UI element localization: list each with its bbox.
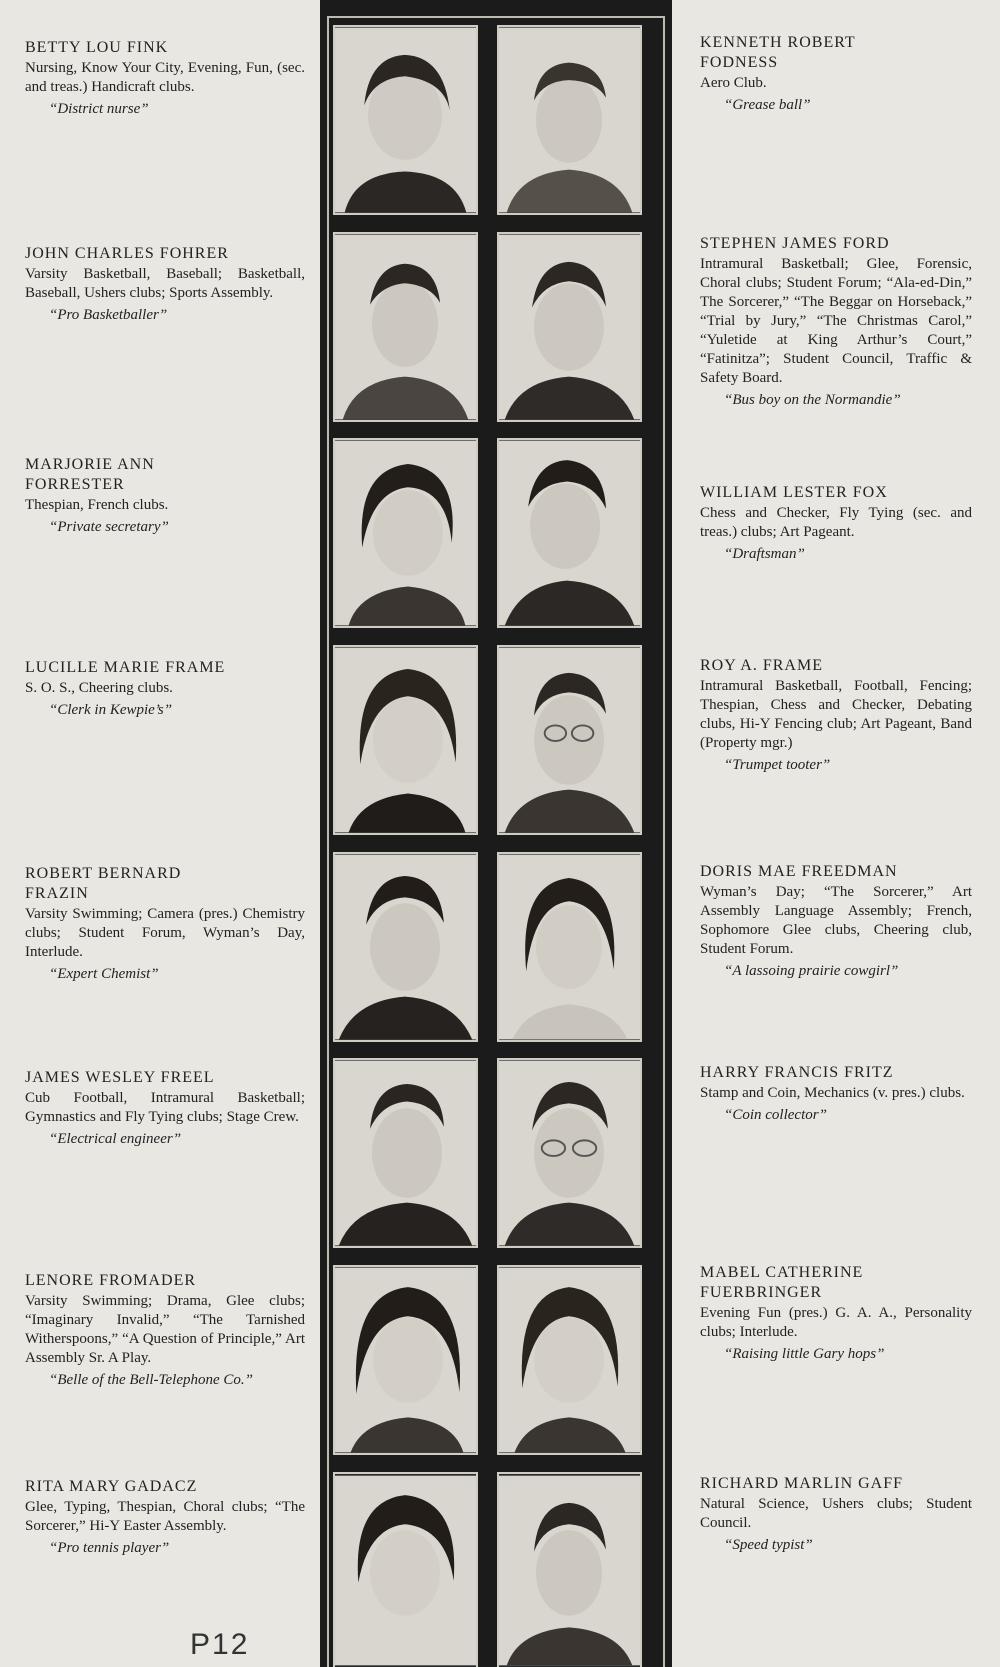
entry-right-8 [700, 1474, 972, 1555]
student-quote: “District nurse” [49, 101, 149, 117]
student-name: ROY A. FRAME [700, 657, 823, 674]
portrait-photo [497, 645, 642, 835]
student-name: JAMES WESLEY FREEL [25, 1069, 215, 1086]
student-quote: “Private secretary” [49, 519, 169, 535]
student-quote: “Coin collector” [724, 1107, 827, 1123]
portrait-strip [320, 0, 672, 1667]
student-quote: “A lassoing prairie cowgirl” [724, 963, 899, 979]
entry-left-5 [25, 864, 305, 984]
student-name: HARRY FRANCIS FRITZ [700, 1064, 894, 1081]
portrait-photo [497, 438, 642, 628]
student-quote: “Raising little Gary hops” [724, 1346, 885, 1362]
portrait-photo [333, 25, 478, 215]
entry-left-7 [25, 1271, 305, 1390]
student-name: RICHARD MARLIN GAFF [700, 1475, 904, 1492]
portrait-photo [497, 1472, 642, 1667]
student-quote: “Grease ball” [724, 97, 811, 113]
student-quote: “Bus boy on the Normandie” [724, 392, 901, 408]
student-name: LENORE FROMADER [25, 1272, 197, 1289]
entry-left-8 [25, 1477, 305, 1558]
entry-right-6 [700, 1063, 972, 1125]
student-activities: Varsity Swimming; Drama, Glee clubs; “Imaginary Invalid,” “The Tarnished Witherspoons,” “A Question of Principle,” Art Assembly Sr. A Play. [25, 1293, 305, 1366]
entry-left-6 [25, 1068, 305, 1149]
entry-right-5 [700, 862, 972, 981]
student-quote: “Belle of the Bell-Telephone Co.” [49, 1372, 254, 1388]
entry-right-3 [700, 483, 972, 564]
student-quote: “Clerk in Kewpie’s” [49, 702, 173, 718]
portrait-photo [333, 1472, 478, 1667]
entry-left-2 [25, 244, 305, 325]
portrait-photo [497, 232, 642, 422]
entry-left-3 [25, 455, 215, 537]
page-number: P12 [190, 1628, 250, 1661]
portrait-photo [333, 232, 478, 422]
portrait-photo [333, 645, 478, 835]
student-name: WILLIAM LESTER FOX [700, 484, 888, 501]
student-quote: “Draftsman” [724, 546, 805, 562]
entry-right-2 [700, 234, 972, 410]
student-quote: “Trumpet tooter” [724, 757, 831, 773]
student-activities: Stamp and Coin, Mechanics (v. pres.) clubs. [700, 1085, 965, 1101]
student-activities: Wyman’s Day; “The Sorcerer,” Art Assembly Language Assembly; French, Sophomore Glee clubs, Cheering club, Student Forum. [700, 884, 972, 957]
student-activities: Intramural Basketball; Glee, Forensic, Choral clubs; Student Forum; “Ala-ed-Din,” The Sorcerer,” “The Beggar on Horseback,” “Trial by Jury,” “The Christmas Carol,” “Yuletide at King Arthur’s Court,” “Fatinitza”; Student Council, Traffic & Safety Board. [700, 256, 972, 386]
portrait-photo [497, 852, 642, 1042]
student-name: ROBERT BERNARD FRAZIN [25, 865, 182, 902]
student-quote: “Pro tennis player” [49, 1540, 170, 1556]
student-activities: Varsity Basketball, Baseball; Basketball, Baseball, Ushers clubs; Sports Assembly. [25, 266, 305, 301]
student-activities: Glee, Typing, Thespian, Choral clubs; “The Sorcerer,” Hi-Y Easter Assembly. [25, 1499, 305, 1534]
student-quote: “Pro Basketballer” [49, 307, 168, 323]
student-activities: Natural Science, Ushers clubs; Student Council. [700, 1496, 972, 1531]
portrait-photo [497, 1265, 642, 1455]
student-name: KENNETH ROBERT FODNESS [700, 34, 856, 71]
portrait-photo [333, 852, 478, 1042]
portrait-photo [497, 1058, 642, 1248]
student-name: MARJORIE ANN FORRESTER [25, 456, 155, 493]
student-name: BETTY LOU FINK [25, 39, 169, 56]
student-name: JOHN CHARLES FOHRER [25, 245, 229, 262]
portrait-photo [333, 438, 478, 628]
student-name: LUCILLE MARIE FRAME [25, 659, 226, 676]
portrait-photo [333, 1265, 478, 1455]
entry-left-1 [25, 38, 305, 119]
entry-right-4 [700, 656, 972, 775]
student-quote: “Expert Chemist” [49, 966, 159, 982]
portrait-photo [497, 25, 642, 215]
student-activities: Nursing, Know Your City, Evening, Fun, (sec. and treas.) Handicraft clubs. [25, 60, 305, 95]
student-name: RITA MARY GADACZ [25, 1478, 198, 1495]
entry-right-1 [700, 33, 972, 115]
student-name: MABEL CATHERINE FUERBRINGER [700, 1264, 864, 1301]
student-activities: S. O. S., Cheering clubs. [25, 680, 173, 696]
student-activities: Thespian, French clubs. [25, 497, 169, 513]
student-quote: “Electrical engineer” [49, 1131, 182, 1147]
entry-right-7 [700, 1263, 972, 1364]
student-quote: “Speed typist” [724, 1537, 813, 1553]
student-activities: Evening Fun (pres.) G. A. A., Personality clubs; Interlude. [700, 1305, 972, 1340]
student-activities: Cub Football, Intramural Basketball; Gymnastics and Fly Tying clubs; Stage Crew. [25, 1090, 305, 1125]
student-activities: Intramural Basketball, Football, Fencing; Thespian, Chess and Checker, Debating clubs, Hi-Y Fencing club; Art Pageant, Band (Property mgr.) [700, 678, 972, 751]
student-name: DORIS MAE FREEDMAN [700, 863, 898, 880]
portrait-photo [333, 1058, 478, 1248]
student-activities: Aero Club. [700, 75, 767, 91]
student-activities: Chess and Checker, Fly Tying (sec. and treas.) clubs; Art Pageant. [700, 505, 972, 540]
student-name: STEPHEN JAMES FORD [700, 235, 890, 252]
student-activities: Varsity Swimming; Camera (pres.) Chemistry clubs; Student Forum, Wyman’s Day, Interlude. [25, 906, 305, 960]
entry-left-4 [25, 658, 305, 720]
